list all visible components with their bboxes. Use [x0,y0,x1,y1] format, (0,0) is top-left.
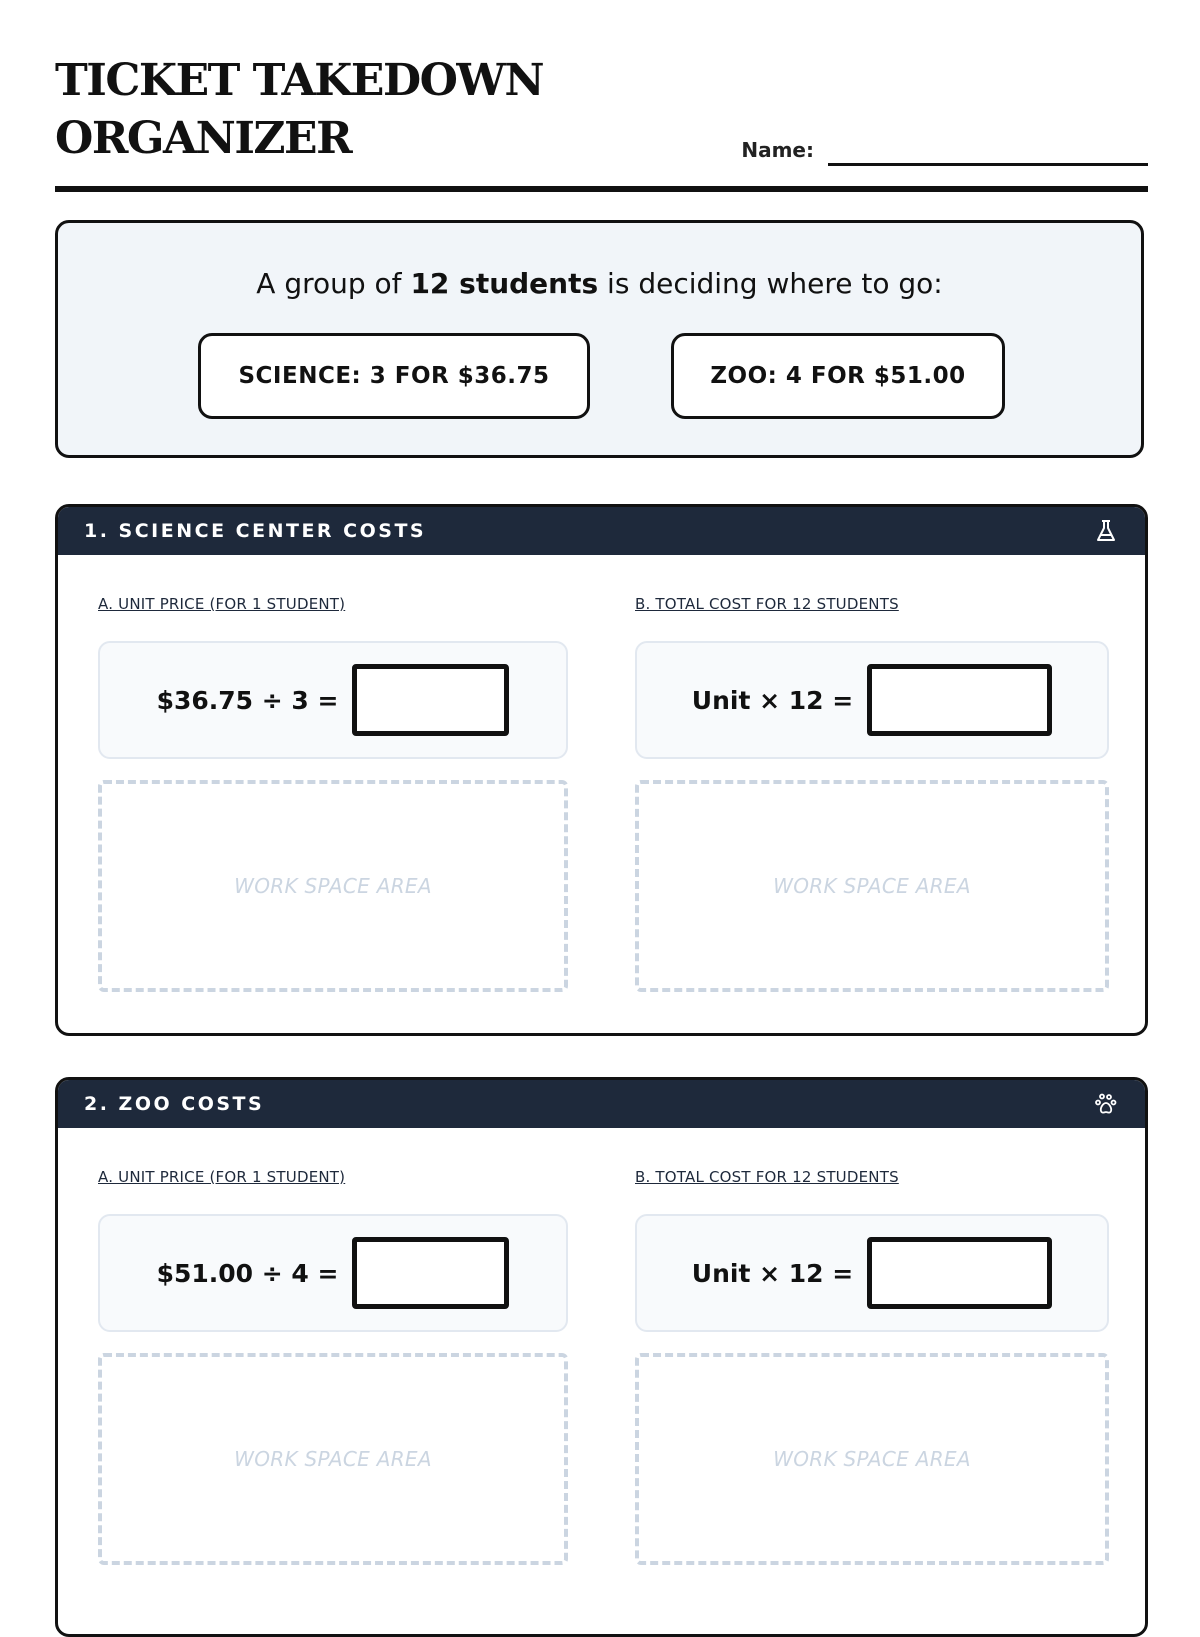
name-label: Name: [741,138,814,162]
unit-price-work-space[interactable] [98,1353,568,1565]
flask-icon [1093,518,1119,544]
science-center-section [55,504,1148,1036]
total-cost-label: B. TOTAL COST FOR 12 STUDENTS [635,595,899,613]
section-header [58,1080,1145,1128]
section-header [58,507,1145,555]
name-field[interactable] [828,163,1148,166]
zoo-section [55,1077,1148,1637]
intro-text-bold: 12 students [410,267,599,300]
total-cost-equation [635,1214,1109,1332]
total-cost-work-space[interactable] [635,780,1109,992]
unit-price-equation [98,641,568,759]
total-cost-equation [635,641,1109,759]
total-cost-answer-box[interactable] [867,664,1052,736]
work-space-label: WORK SPACE AREA [234,1447,432,1471]
paw-icon [1093,1091,1119,1117]
unit-price-label: A. UNIT PRICE (FOR 1 STUDENT) [98,595,346,613]
header-divider [55,186,1148,192]
unit-price-answer-box[interactable] [352,1237,509,1309]
work-space-label: WORK SPACE AREA [773,874,971,898]
worksheet-header [55,52,1148,194]
title-line-2: ORGANIZER [55,113,352,164]
total-cost-answer-box[interactable] [867,1237,1052,1309]
total-cost-expression: Unit × 12 = [691,685,854,715]
total-cost-label: B. TOTAL COST FOR 12 STUDENTS [635,1168,899,1186]
science-option-badge: SCIENCE: 3 FOR $36.75 [198,333,590,419]
intro-text [58,267,1141,300]
intro-text-start: A group of [256,267,411,300]
unit-price-work-space[interactable] [98,780,568,992]
unit-price-equation [98,1214,568,1332]
zoo-option-badge: ZOO: 4 FOR $51.00 [671,333,1005,419]
unit-price-answer-box[interactable] [352,664,509,736]
total-cost-expression: Unit × 12 = [691,1258,854,1288]
unit-price-expression: $51.00 ÷ 4 = [156,1258,339,1288]
work-space-label: WORK SPACE AREA [234,874,432,898]
work-space-label: WORK SPACE AREA [773,1447,971,1471]
total-cost-work-space[interactable] [635,1353,1109,1565]
section-title: 2. ZOO COSTS [84,1093,265,1115]
intro-text-end: is deciding where to go: [598,267,943,300]
unit-price-expression: $36.75 ÷ 3 = [156,685,339,715]
section-title: 1. SCIENCE CENTER COSTS [84,520,427,542]
title-line-1: TICKET TAKEDOWN [55,55,544,106]
problem-intro-card [55,220,1144,458]
unit-price-label: A. UNIT PRICE (FOR 1 STUDENT) [98,1168,346,1186]
name-field-group [741,138,1148,168]
